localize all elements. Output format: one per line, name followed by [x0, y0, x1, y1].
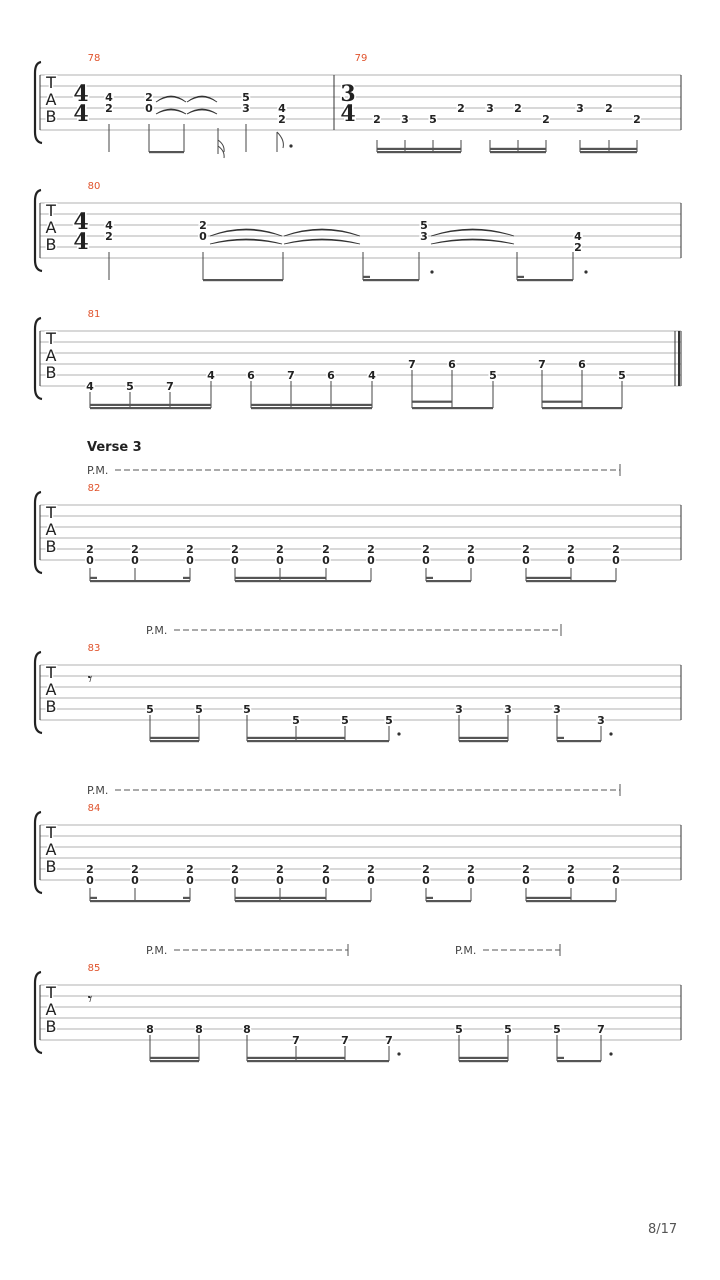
tab-note: 5	[243, 703, 251, 716]
tab-note: 0	[567, 554, 575, 567]
note-beam	[150, 737, 199, 739]
tab-note: 0	[367, 874, 375, 887]
time-signature: 4	[340, 101, 356, 127]
rhythm-dot	[609, 732, 612, 735]
tab-note: 5	[195, 703, 203, 716]
tab-note: 0	[186, 554, 194, 567]
tab-clef-letter: T	[46, 663, 56, 682]
note-beam	[580, 151, 637, 153]
eighth-rest: 𝄾	[87, 989, 93, 1010]
tab-clef-letter: B	[45, 363, 57, 382]
note-beam	[247, 1057, 345, 1059]
tab-note: 2	[567, 543, 575, 556]
tab-note: 0	[422, 554, 430, 567]
tab-note: 7	[597, 1023, 605, 1036]
tab-note: 7	[166, 380, 174, 393]
system-bracket	[35, 190, 42, 271]
tab-note: 5	[292, 714, 300, 727]
tab-note: 0	[231, 874, 239, 887]
tab-note: 0	[467, 554, 475, 567]
note-beam	[251, 404, 372, 406]
tab-note: 2	[231, 543, 239, 556]
tab-note: 3	[401, 113, 409, 126]
tab-clef-letter: A	[45, 346, 57, 365]
note-beam	[247, 737, 345, 739]
tab-note: 5	[126, 380, 134, 393]
note-beam	[557, 737, 564, 739]
note-beam	[490, 148, 546, 150]
note-beam	[526, 900, 616, 902]
tab-note: 8	[243, 1023, 251, 1036]
rhythm-dot	[289, 144, 292, 147]
tab-note: 3	[597, 714, 605, 727]
tab-clef-letter: A	[45, 520, 57, 539]
tab-note: 5	[455, 1023, 463, 1036]
tab-note: 5	[341, 714, 349, 727]
tie-arc	[284, 229, 360, 236]
note-beam	[517, 276, 524, 278]
time-signature: 4	[73, 229, 89, 255]
tie-arc	[284, 239, 360, 244]
note-beam	[459, 737, 508, 739]
tab-clef-letter: B	[45, 235, 57, 254]
tab-clef-letter: B	[45, 107, 57, 126]
tab-clef-letter: A	[45, 840, 57, 859]
tab-note: 5	[618, 369, 626, 382]
tie-arc	[156, 109, 186, 114]
tab-note: 7	[385, 1034, 393, 1047]
tab-note: 2	[131, 863, 139, 876]
note-beam	[412, 407, 493, 409]
tie-arc	[431, 229, 514, 236]
tie-arc	[210, 229, 282, 236]
tab-note: 5	[429, 113, 437, 126]
note-beam	[490, 151, 546, 153]
tab-clef-letter: A	[45, 90, 57, 109]
tab-note: 3	[553, 703, 561, 716]
tab-note: 0	[367, 554, 375, 567]
tab-note: 2	[278, 113, 286, 126]
tab-note: 0	[276, 874, 284, 887]
tab-clef-letter: T	[46, 983, 56, 1002]
time-signature: 3	[340, 81, 356, 107]
tab-note: 5	[489, 369, 497, 382]
tab-note: 7	[287, 369, 295, 382]
note-beam	[363, 279, 419, 281]
tab-note: 7	[292, 1034, 300, 1047]
tab-note: 2	[367, 863, 375, 876]
note-beam	[235, 577, 326, 579]
tab-clef-letter: B	[45, 1017, 57, 1036]
palm-mute-label: P.M.	[146, 624, 168, 637]
time-signature: 4	[73, 81, 89, 107]
tab-note: 2	[186, 543, 194, 556]
tab-note: 6	[327, 369, 335, 382]
tab-note: 0	[199, 230, 207, 243]
note-beam	[426, 580, 471, 582]
measure-number: 81	[87, 309, 101, 320]
tab-note: 2	[422, 543, 430, 556]
tab-note: 0	[612, 874, 620, 887]
note-beam	[150, 1060, 199, 1062]
measure-number: 84	[87, 803, 101, 814]
system-bracket	[35, 318, 42, 399]
note-beam	[459, 1057, 508, 1059]
tab-note: 2	[131, 543, 139, 556]
tab-clef-letter: A	[45, 1000, 57, 1019]
tab-note: 0	[322, 554, 330, 567]
tab-note: 0	[276, 554, 284, 567]
tab-note: 5	[504, 1023, 512, 1036]
tab-note: 0	[467, 874, 475, 887]
note-beam	[363, 276, 370, 278]
note-beam	[542, 407, 622, 409]
tab-note: 8	[195, 1023, 203, 1036]
measure-number: 83	[87, 643, 101, 654]
palm-mute-label: P.M.	[87, 784, 109, 797]
note-beam	[377, 151, 461, 153]
tab-note: 0	[322, 874, 330, 887]
tab-note: 5	[385, 714, 393, 727]
note-beam	[526, 577, 571, 579]
note-beam	[426, 900, 471, 902]
tab-note: 2	[457, 102, 465, 115]
note-beam	[203, 279, 283, 281]
note-beam	[526, 580, 616, 582]
note-beam	[251, 407, 372, 409]
rhythm-dot	[584, 270, 587, 273]
tab-clef-letter: A	[45, 218, 57, 237]
note-beam	[150, 1057, 199, 1059]
measure-number: 82	[87, 483, 101, 494]
tab-note: 4	[574, 230, 582, 243]
note-beam	[149, 151, 184, 153]
tab-note: 5	[242, 91, 250, 104]
note-beam	[90, 577, 97, 579]
tab-note: 2	[612, 543, 620, 556]
tab-note: 6	[578, 358, 586, 371]
tab-note: 2	[567, 863, 575, 876]
tab-note: 2	[367, 543, 375, 556]
note-beam	[235, 897, 326, 899]
tab-note: 0	[131, 554, 139, 567]
note-beam	[183, 897, 190, 899]
tab-clef-letter: B	[45, 697, 57, 716]
tab-note: 4	[368, 369, 376, 382]
tab-note: 4	[105, 91, 113, 104]
tab-note: 0	[612, 554, 620, 567]
tab-note: 2	[145, 91, 153, 104]
tab-note: 2	[186, 863, 194, 876]
tab-note: 3	[504, 703, 512, 716]
note-beam	[235, 900, 371, 902]
note-beam	[90, 900, 190, 902]
tab-note: 2	[199, 219, 207, 232]
system-bracket	[35, 652, 42, 733]
tab-note: 0	[522, 554, 530, 567]
time-signature: 4	[73, 209, 89, 235]
tab-note: 0	[131, 874, 139, 887]
note-flag	[218, 128, 224, 158]
note-beam	[150, 740, 199, 742]
note-flag	[277, 132, 283, 152]
tab-note: 3	[576, 102, 584, 115]
system-bracket	[35, 492, 42, 573]
tab-note: 4	[207, 369, 215, 382]
tab-clef-letter: T	[46, 503, 56, 522]
palm-mute-label: P.M.	[87, 464, 109, 477]
tab-note: 6	[247, 369, 255, 382]
time-signature: 4	[73, 101, 89, 127]
tie-arc	[431, 239, 514, 244]
tab-note: 2	[612, 863, 620, 876]
tab-clef-letter: A	[45, 680, 57, 699]
tab-note: 2	[574, 241, 582, 254]
rhythm-dot	[430, 270, 433, 273]
tie-arc	[187, 109, 217, 114]
tab-note: 0	[567, 874, 575, 887]
tab-note: 2	[105, 102, 113, 115]
tab-note: 0	[186, 874, 194, 887]
tab-note: 7	[538, 358, 546, 371]
system-bracket	[35, 62, 42, 143]
tab-note: 3	[455, 703, 463, 716]
rhythm-dot	[609, 1052, 612, 1055]
tie-arc	[210, 239, 282, 244]
tab-clef-letter: B	[45, 857, 57, 876]
tab-note: 6	[448, 358, 456, 371]
note-beam	[526, 897, 571, 899]
rhythm-dot	[397, 1052, 400, 1055]
tab-note: 2	[467, 543, 475, 556]
tab-note: 2	[633, 113, 641, 126]
note-beam	[183, 577, 190, 579]
tab-note: 8	[146, 1023, 154, 1036]
tab-note: 4	[86, 380, 94, 393]
page-number: 8/17	[648, 1222, 678, 1237]
tab-note: 2	[522, 863, 530, 876]
tab-clef-letter: T	[46, 73, 56, 92]
tab-note: 0	[422, 874, 430, 887]
tab-note: 7	[341, 1034, 349, 1047]
system-bracket	[35, 972, 42, 1053]
palm-mute-label: P.M.	[455, 944, 477, 957]
tab-clef-letter: T	[46, 329, 56, 348]
tab-clef-letter: B	[45, 537, 57, 556]
note-beam	[517, 279, 573, 281]
tab-clef-letter: T	[46, 823, 56, 842]
note-beam	[580, 148, 637, 150]
tab-note: 2	[322, 543, 330, 556]
tab-note: 0	[86, 874, 94, 887]
tab-note: 2	[514, 102, 522, 115]
note-beam	[247, 1060, 389, 1062]
note-beam	[247, 740, 389, 742]
tab-note: 0	[145, 102, 153, 115]
tab-note: 0	[86, 554, 94, 567]
note-beam	[90, 407, 211, 409]
tab-note: 2	[105, 230, 113, 243]
tab-note: 2	[86, 543, 94, 556]
note-beam	[412, 401, 452, 403]
note-beam	[90, 404, 211, 406]
note-beam	[377, 148, 461, 150]
tab-note: 3	[242, 102, 250, 115]
tab-note: 0	[231, 554, 239, 567]
note-beam	[426, 897, 433, 899]
system-bracket	[35, 812, 42, 893]
measure-number: 79	[354, 53, 368, 64]
tab-note: 2	[542, 113, 550, 126]
tab-note: 2	[422, 863, 430, 876]
tab-note: 7	[408, 358, 416, 371]
note-beam	[90, 897, 97, 899]
note-beam	[459, 1060, 508, 1062]
rhythm-dot	[397, 732, 400, 735]
tab-note: 3	[486, 102, 494, 115]
note-beam	[557, 740, 601, 742]
palm-mute-label: P.M.	[146, 944, 168, 957]
tab-note: 5	[553, 1023, 561, 1036]
tab-note: 2	[86, 863, 94, 876]
tab-note: 2	[231, 863, 239, 876]
tab-note: 0	[522, 874, 530, 887]
note-beam	[557, 1057, 564, 1059]
note-beam	[459, 740, 508, 742]
tab-clef-letter: T	[46, 201, 56, 220]
tab-note: 2	[276, 863, 284, 876]
tab-note: 5	[146, 703, 154, 716]
tab-note: 2	[276, 543, 284, 556]
tab-note: 2	[322, 863, 330, 876]
tab-note: 3	[420, 230, 428, 243]
tab-note: 2	[467, 863, 475, 876]
section-label: Verse 3	[87, 440, 142, 455]
measure-number: 78	[87, 53, 101, 64]
tab-note: 2	[373, 113, 381, 126]
measure-number: 80	[87, 181, 101, 192]
tab-note: 4	[278, 102, 286, 115]
tab-note: 2	[522, 543, 530, 556]
tab-note: 2	[605, 102, 613, 115]
note-beam	[235, 580, 371, 582]
tab-note: 4	[105, 219, 113, 232]
eighth-rest: 𝄾	[87, 669, 93, 690]
note-beam	[557, 1060, 601, 1062]
note-beam	[426, 577, 433, 579]
note-beam	[542, 401, 582, 403]
note-beam	[90, 580, 190, 582]
tab-note: 5	[420, 219, 428, 232]
measure-number: 85	[87, 963, 101, 974]
